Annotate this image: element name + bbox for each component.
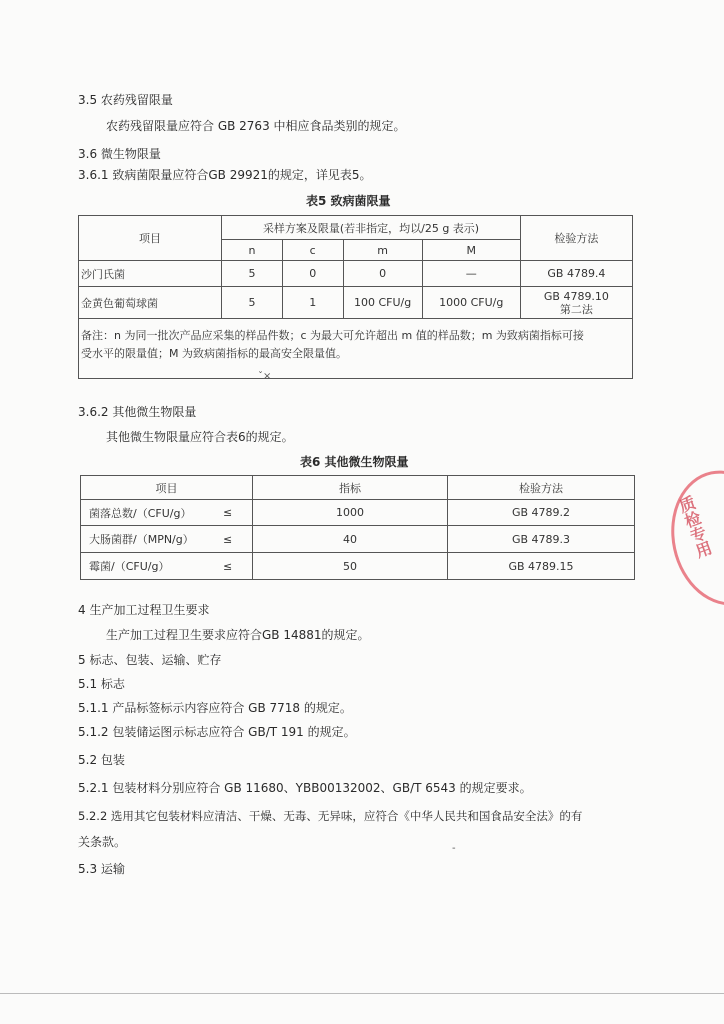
t5-cell-name: 沙门氏菌 [79,261,222,287]
table-row [81,500,635,526]
scan-mark: ˇ× [258,371,272,382]
heading-5-3: 5.3 运输 [78,862,125,876]
t5-note [79,319,633,379]
t6-cell-method: GB 4789.2 [448,500,635,526]
t5-method-line2: 第二法 [559,302,593,316]
heading-5: 5 标志、包装、运输、贮存 [78,653,222,667]
t5-cell-name: 金黄色葡萄球菌 [79,287,222,319]
t5-cell-n: 5 [222,261,283,287]
table-row [81,526,635,553]
t5-header-method: 检验方法 [520,216,632,261]
para-3-6-2: 其他微生物限量应符合表6的规定。 [106,430,294,444]
t6-cell-value: 40 [253,526,448,553]
t5-cell-method [520,287,632,319]
t6-cell-value: 1000 [253,500,448,526]
t5-header-item: 项目 [79,216,222,261]
table-row [79,287,633,319]
t6-cell-name: 菌落总数/（CFU/g） [81,500,222,526]
table-row [81,553,635,580]
t6-header-item: 项目 [81,476,253,500]
t5-cell-M: — [422,261,520,287]
para-5-1-2: 5.1.2 包装储运图示标志应符合 GB/T 191 的规定。 [78,725,356,739]
page-bottom-rule [0,993,724,994]
table6-caption: 表6 其他微生物限量 [300,455,409,469]
t5-cell-c: 0 [282,261,343,287]
t5-note-line1: 备注：n 为同一批次产品应采集的样品件数；c 为最大可允许超出 m 值的样品数；m 为致病菌指标可接 [81,329,584,342]
t5-cell-method: GB 4789.4 [520,261,632,287]
t6-cell-op: ≤ [221,526,253,553]
t5-cell-m: 0 [343,261,422,287]
table-row [79,261,633,287]
t5-method-line1: GB 4789.10 [543,289,609,303]
stamp-text: 质检专用 [674,493,715,561]
t5-header-c: c [282,240,343,261]
t6-header-index: 指标 [253,476,448,500]
t5-cell-c: 1 [282,287,343,319]
t5-header-M: M [422,240,520,261]
heading-3-6-2: 3.6.2 其他微生物限量 [78,405,197,419]
heading-4: 4 生产加工过程卫生要求 [78,603,210,617]
t6-cell-name: 霉菌/（CFU/g） [81,553,222,580]
t6-cell-name: 大肠菌群/（MPN/g） [81,526,222,553]
heading-5-1: 5.1 标志 [78,677,125,691]
t5-header-m: m [343,240,422,261]
heading-5-2: 5.2 包装 [78,753,125,767]
t6-cell-method: GB 4789.3 [448,526,635,553]
para-3-5: 农药残留限量应符合 GB 2763 中相应食品类别的规定。 [106,119,406,133]
t5-cell-m: 100 CFU/g [343,287,422,319]
t6-cell-op: ≤ [221,500,253,526]
t5-header-plan: 采样方案及限量(若非指定，均以/25 g 表示) [222,216,521,240]
t5-cell-n: 5 [222,287,283,319]
t6-cell-op: ≤ [221,553,253,580]
table6 [80,475,635,580]
t5-note-line2: 受水平的限量值；M 为致病菌指标的最高安全限量值。 [81,347,347,360]
heading-3-6: 3.6 微生物限量 [78,147,161,161]
t6-header-method: 检验方法 [448,476,635,500]
para-3-6-1: 3.6.1 致病菌限量应符合GB 29921的规定，详见表5。 [78,168,372,182]
table5 [78,215,633,379]
para-5-2-2-line1: 5.2.2 选用其它包装材料应清洁、干燥、无毒、无异味，应符合《中华人民共和国食品安全法》的有 [78,809,583,823]
table5-caption: 表5 致病菌限量 [306,194,391,208]
para-5-2-2-line2: 关条款。 [78,835,127,849]
para-5-1-1: 5.1.1 产品标签标示内容应符合 GB 7718 的规定。 [78,701,352,715]
t6-cell-method: GB 4789.15 [448,553,635,580]
para-5-2-1: 5.2.1 包装材料分别应符合 GB 11680、YBB00132002、GB/T 6543 的规定要求。 [78,781,532,795]
para-4: 生产加工过程卫生要求应符合GB 14881的规定。 [106,628,370,642]
t5-cell-M: 1000 CFU/g [422,287,520,319]
scan-mark: - [452,843,456,854]
heading-3-5: 3.5 农药残留限量 [78,93,173,107]
t5-header-n: n [222,240,283,261]
t6-cell-value: 50 [253,553,448,580]
